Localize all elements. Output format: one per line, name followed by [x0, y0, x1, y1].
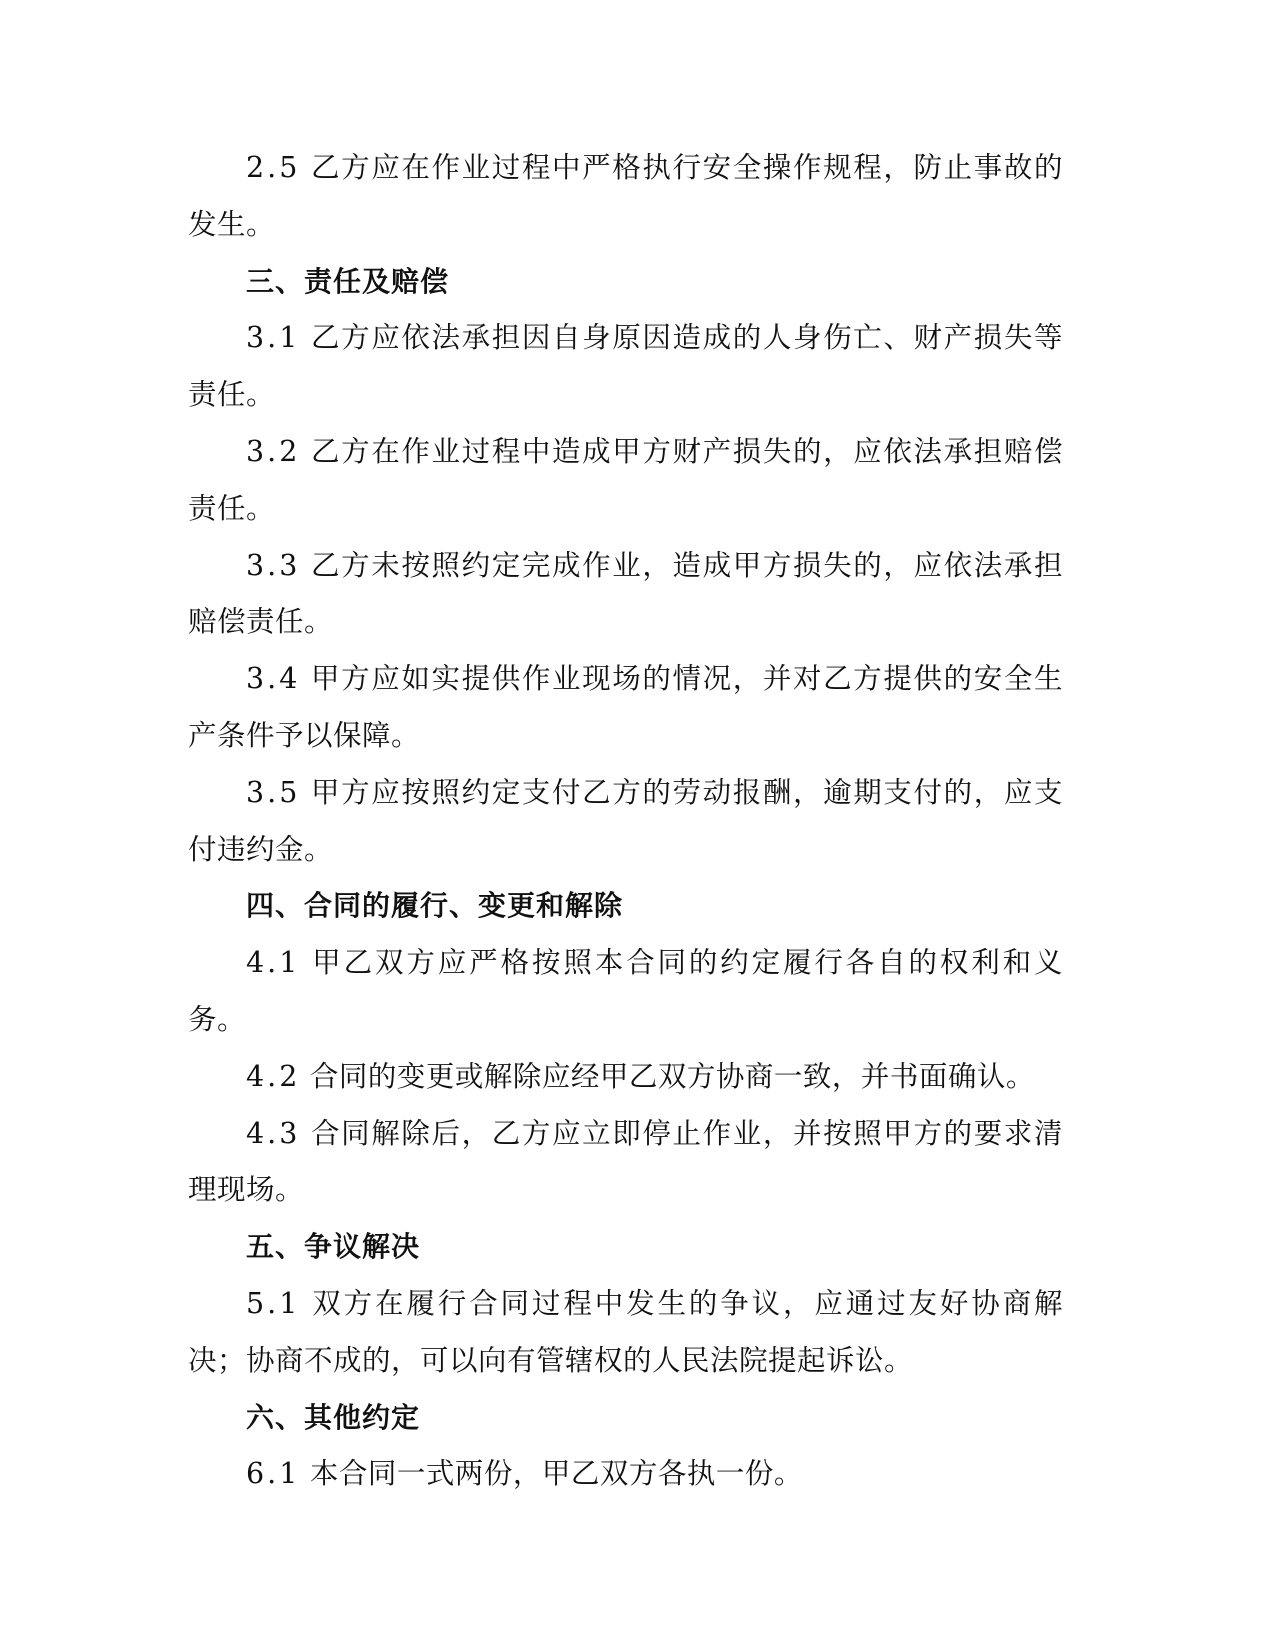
section-heading-3: 三、责任及赔偿: [246, 264, 450, 298]
clause-number: 4.2: [246, 1059, 301, 1093]
clause-number: 4.1: [246, 946, 301, 980]
clause-4-1: [188, 935, 1063, 1049]
document-body: [188, 140, 1063, 1503]
clause-5-1: [188, 1276, 1063, 1390]
clause-3-3: [188, 538, 1063, 652]
clause-4-3: [188, 1106, 1063, 1220]
section-heading-6: 六、其他约定: [246, 1400, 421, 1434]
clause-number: 5.1: [246, 1286, 301, 1320]
clause-number: 2.5: [246, 151, 301, 184]
section-heading-5: 五、争议解决: [246, 1230, 421, 1264]
clause-2-5: [188, 140, 1063, 254]
clause-text: 甲方应按照约定支付乙方的劳动报酬，逾期支付的，应支付违约金。: [188, 775, 1063, 866]
clause-text: 乙方未按照约定完成作业，造成甲方损失的，应依法承担赔偿责任。: [188, 548, 1063, 639]
clause-text: 本合同一式两份，甲乙双方各执一份。: [309, 1457, 803, 1491]
clause-number: 3.1: [246, 321, 301, 355]
clause-text: 甲乙双方应严格按照本合同的约定履行各自的权利和义务。: [188, 946, 1063, 1036]
clause-3-4: [188, 651, 1063, 765]
section-heading-4: 四、合同的履行、变更和解除: [246, 889, 624, 923]
clause-number: 3.2: [246, 434, 301, 468]
clause-text: 甲方应如实提供作业现场的情况，并对乙方提供的安全生产条件予以保障。: [188, 662, 1063, 752]
clause-text: 双方在履行合同过程中发生的争议，应通过友好协商解决；协商不成的，可以向有管辖权的人民法院提起诉讼。: [188, 1286, 1063, 1377]
clause-number: 3.3: [246, 548, 301, 582]
clause-text: 合同解除后，乙方应立即停止作业，并按照甲方的要求清理现场。: [188, 1116, 1063, 1207]
clause-text: 乙方应在作业过程中严格执行安全操作规程，防止事故的发生。: [188, 151, 1063, 241]
clause-text: 合同的变更或解除应经甲乙双方协商一致，并书面确认。: [309, 1059, 1035, 1093]
clause-6-1: [188, 1446, 1063, 1503]
clause-number: 4.3: [246, 1116, 301, 1150]
clause-3-2: [188, 424, 1063, 538]
clause-text: 乙方在作业过程中造成甲方财产损失的，应依法承担赔偿责任。: [188, 434, 1063, 525]
clause-3-5: [188, 765, 1063, 879]
clause-3-1: [188, 310, 1063, 424]
clause-4-2: [188, 1049, 1063, 1106]
clause-text: 乙方应依法承担因自身原因造成的人身伤亡、财产损失等责任。: [188, 321, 1063, 412]
clause-number: 6.1: [246, 1457, 301, 1491]
clause-number: 3.4: [246, 662, 301, 696]
clause-number: 3.5: [246, 775, 301, 809]
